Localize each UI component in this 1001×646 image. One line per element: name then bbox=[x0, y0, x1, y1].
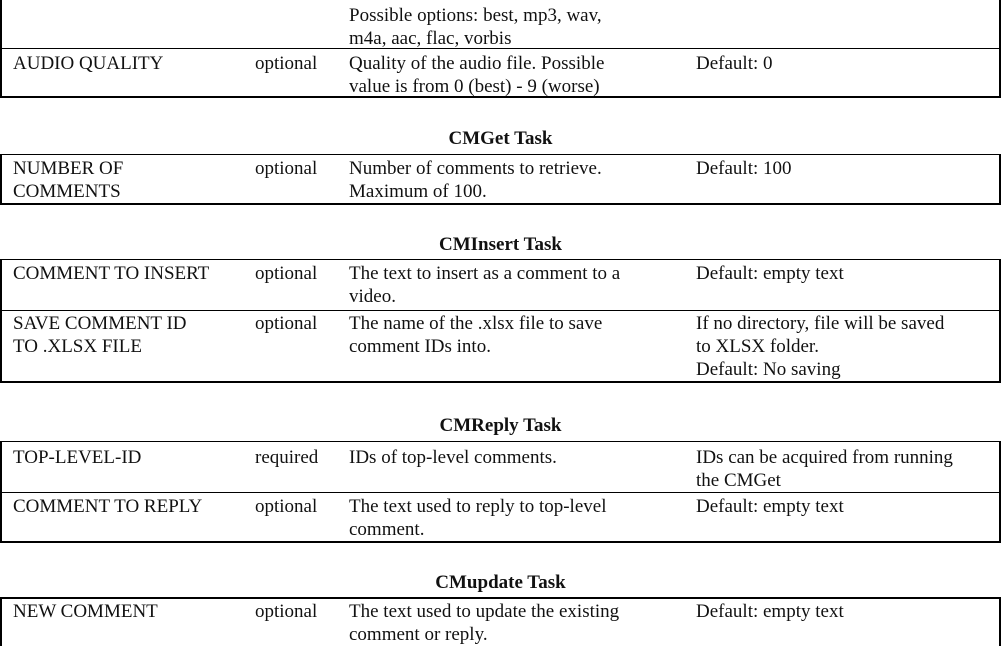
audio-options-table bbox=[0, 0, 1001, 98]
default-line: IDs can be acquired from running bbox=[696, 447, 953, 468]
requirement-cell: optional bbox=[255, 601, 318, 622]
cmreply-table bbox=[0, 441, 1001, 543]
default-cell bbox=[696, 446, 953, 492]
cmupdate-table bbox=[0, 597, 1001, 646]
parameter-line: COMMENT TO REPLY bbox=[13, 496, 203, 517]
description-line: Number of comments to retrieve. bbox=[349, 158, 602, 179]
default-cell bbox=[696, 157, 792, 180]
default-line: to XLSX folder. bbox=[696, 336, 819, 357]
cmget-table bbox=[0, 154, 1001, 205]
description-line: Possible options: best, mp3, wav, bbox=[349, 5, 602, 26]
default-cell bbox=[696, 600, 844, 623]
description-line: m4a, aac, flac, vorbis bbox=[349, 28, 512, 49]
parameter-cell bbox=[13, 157, 123, 203]
parameter-cell bbox=[13, 600, 158, 623]
description-line: value is from 0 (best) - 9 (worse) bbox=[349, 76, 600, 97]
description-line: video. bbox=[349, 286, 396, 307]
parameter-cell bbox=[13, 312, 187, 358]
parameter-cell bbox=[13, 262, 209, 285]
table-row bbox=[2, 48, 999, 96]
default-line: Default: empty text bbox=[696, 263, 844, 284]
table-row bbox=[2, 597, 999, 646]
parameter-line: NUMBER OF bbox=[13, 158, 124, 179]
default-cell bbox=[696, 495, 844, 518]
default-line: Default: 100 bbox=[696, 158, 792, 179]
default-line: Default: empty text bbox=[696, 496, 844, 517]
table-row bbox=[2, 310, 999, 381]
description-line: Quality of the audio file. Possible bbox=[349, 53, 605, 74]
parameter-cell bbox=[13, 446, 141, 469]
description-line: comment or reply. bbox=[349, 624, 488, 645]
parameter-cell bbox=[13, 52, 163, 75]
default-cell bbox=[696, 262, 844, 285]
requirement-cell: optional bbox=[255, 313, 318, 334]
requirement-cell: optional bbox=[255, 496, 318, 517]
description-line: comment IDs into. bbox=[349, 336, 491, 357]
default-line: If no directory, file will be saved bbox=[696, 313, 945, 334]
section-title-cminsert: CMInsert Task bbox=[439, 234, 562, 255]
description-line: Maximum of 100. bbox=[349, 181, 487, 202]
default-cell bbox=[696, 52, 773, 75]
description-cell bbox=[349, 600, 619, 646]
parameter-line: AUDIO QUALITY bbox=[13, 53, 164, 74]
parameter-line: TO .XLSX FILE bbox=[13, 336, 142, 357]
description-cell bbox=[349, 157, 602, 203]
requirement-cell: optional bbox=[255, 263, 318, 284]
description-line: The text to insert as a comment to a bbox=[349, 263, 621, 284]
section-title-cmreply: CMReply Task bbox=[439, 415, 562, 436]
description-cell bbox=[349, 262, 620, 308]
description-line: The text used to reply to top-level bbox=[349, 496, 607, 517]
parameter-line: COMMENTS bbox=[13, 181, 121, 202]
table-row bbox=[2, 259, 999, 310]
cminsert-table bbox=[0, 259, 1001, 383]
description-cell bbox=[349, 495, 606, 541]
table-row bbox=[2, 154, 999, 203]
parameter-line: TOP-LEVEL-ID bbox=[13, 447, 142, 468]
requirement-cell: optional bbox=[255, 53, 318, 74]
parameter-line: COMMENT TO INSERT bbox=[13, 263, 210, 284]
default-line: Default: 0 bbox=[696, 53, 773, 74]
parameter-line: NEW COMMENT bbox=[13, 601, 158, 622]
description-cell bbox=[349, 446, 557, 469]
parameter-cell bbox=[13, 495, 202, 518]
parameter-line: SAVE COMMENT ID bbox=[13, 313, 187, 334]
section-title-cmupdate: CMupdate Task bbox=[435, 572, 566, 593]
description-line: The text used to update the existing bbox=[349, 601, 620, 622]
description-cell bbox=[349, 52, 604, 98]
requirement-cell: optional bbox=[255, 158, 318, 179]
section-title-cmget: CMGet Task bbox=[448, 128, 553, 149]
description-cell bbox=[349, 312, 602, 358]
table-row bbox=[2, 492, 999, 541]
table-row bbox=[2, 441, 999, 492]
description-line: comment. bbox=[349, 519, 425, 540]
description-line: IDs of top-level comments. bbox=[349, 447, 557, 468]
default-line: Default: No saving bbox=[696, 359, 841, 380]
default-line: the CMGet bbox=[696, 470, 781, 491]
requirement-cell: required bbox=[255, 447, 319, 468]
table-row bbox=[2, 0, 999, 48]
default-line: Default: empty text bbox=[696, 601, 844, 622]
description-line: The name of the .xlsx file to save bbox=[349, 313, 603, 334]
default-cell bbox=[696, 312, 944, 381]
description-cell bbox=[349, 4, 602, 50]
